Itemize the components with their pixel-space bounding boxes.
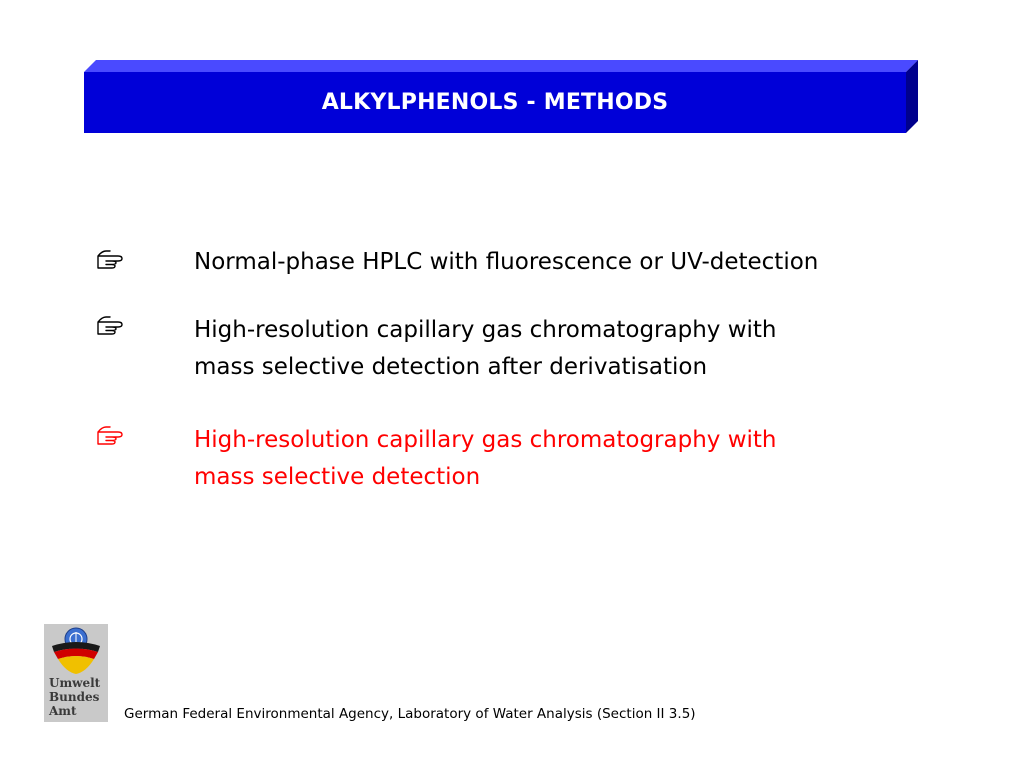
pointing-hand-icon <box>96 248 134 272</box>
method-item-1 <box>194 244 914 281</box>
logo-line-3: Amt <box>49 704 77 718</box>
title-banner <box>84 60 918 133</box>
method-item-3 <box>194 422 914 496</box>
method-item-3-line-2: mass selective detection <box>194 464 481 490</box>
footer-text: German Federal Environmental Agency, Laboratory of Water Analysis (Section II 3.5) <box>124 706 696 722</box>
slide-title: ALKYLPHENOLS - METHODS <box>321 90 669 115</box>
pointing-hand-icon <box>96 314 134 338</box>
logo-emblem <box>44 624 108 676</box>
method-item-1-line-1: Normal-phase HPLC with fluorescence or UV-detection <box>194 249 819 275</box>
method-item-2-line-1: High-resolution capillary gas chromatography with <box>194 317 777 343</box>
method-item-2-line-2: mass selective detection after derivatisation <box>194 354 708 380</box>
umweltbundesamt-logo <box>44 624 108 722</box>
logo-text <box>49 676 100 718</box>
method-item-3-line-1: High-resolution capillary gas chromatography with <box>194 427 777 453</box>
method-item-2 <box>194 312 914 386</box>
logo-line-1: Umwelt <box>49 676 101 690</box>
pointing-hand-icon <box>96 424 134 448</box>
logo-line-2: Bundes <box>49 690 100 704</box>
